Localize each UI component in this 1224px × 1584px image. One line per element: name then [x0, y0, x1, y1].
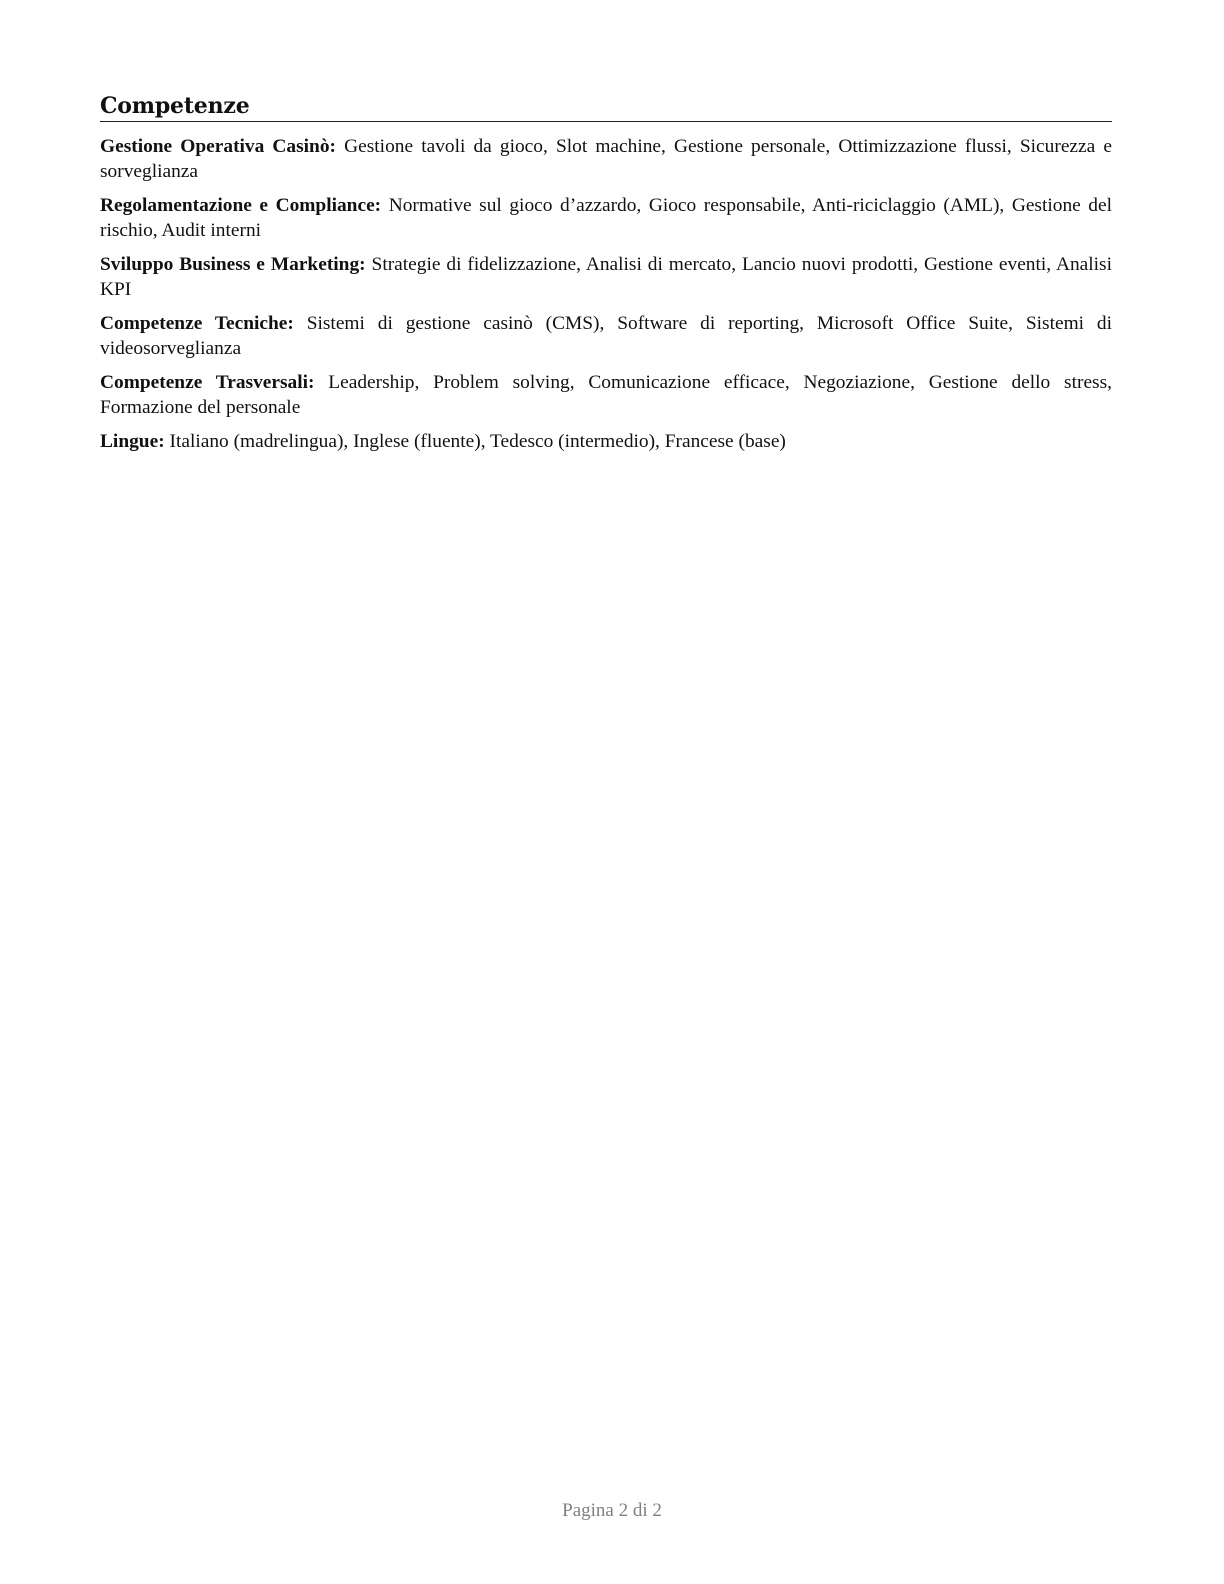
- skill-text: Sistemi di gestione casinò (CMS), Software di reporting, Microsoft Office Suite, Sistemi di videosorveglianza: [100, 313, 1112, 359]
- skills-list: [100, 134, 1112, 454]
- skill-text: Leadership, Problem solving, Comunicazione efficace, Negoziazione, Gestione dello stress, Formazione del personale: [100, 372, 1112, 418]
- skill-row-business-marketing: [100, 252, 1112, 302]
- skill-text: Italiano (madrelingua), Inglese (fluente), Tedesco (intermedio), Francese (base): [169, 431, 786, 452]
- skill-label: Regolamentazione e Compliance:: [100, 195, 382, 216]
- skill-label: Lingue:: [100, 431, 165, 452]
- skill-text: Strategie di fidelizzazione, Analisi di mercato, Lancio nuovi prodotti, Gestione eventi, Analisi KPI: [100, 254, 1112, 300]
- skill-row-languages: [100, 429, 1112, 454]
- skill-row-technical: [100, 311, 1112, 361]
- skill-label: Gestione Operativa Casinò:: [100, 136, 336, 157]
- skill-label: Competenze Tecniche:: [100, 313, 294, 334]
- page-number-footer: Pagina 2 di 2: [562, 1500, 662, 1521]
- section-title: Competenze: [100, 92, 1112, 122]
- skill-row-compliance: [100, 193, 1112, 243]
- skill-row-casino-operations: [100, 134, 1112, 184]
- skill-label: Sviluppo Business e Marketing:: [100, 254, 366, 275]
- document-page: [100, 92, 1112, 463]
- skill-text: Gestione tavoli da gioco, Slot machine, Gestione personale, Ottimizzazione flussi, Sicurezza e sorveglianza: [100, 136, 1112, 182]
- skill-row-soft-skills: [100, 370, 1112, 420]
- skill-text: Normative sul gioco d’azzardo, Gioco responsabile, Anti-riciclaggio (AML), Gestione del rischio, Audit interni: [100, 195, 1112, 241]
- skill-label: Competenze Trasversali:: [100, 372, 315, 393]
